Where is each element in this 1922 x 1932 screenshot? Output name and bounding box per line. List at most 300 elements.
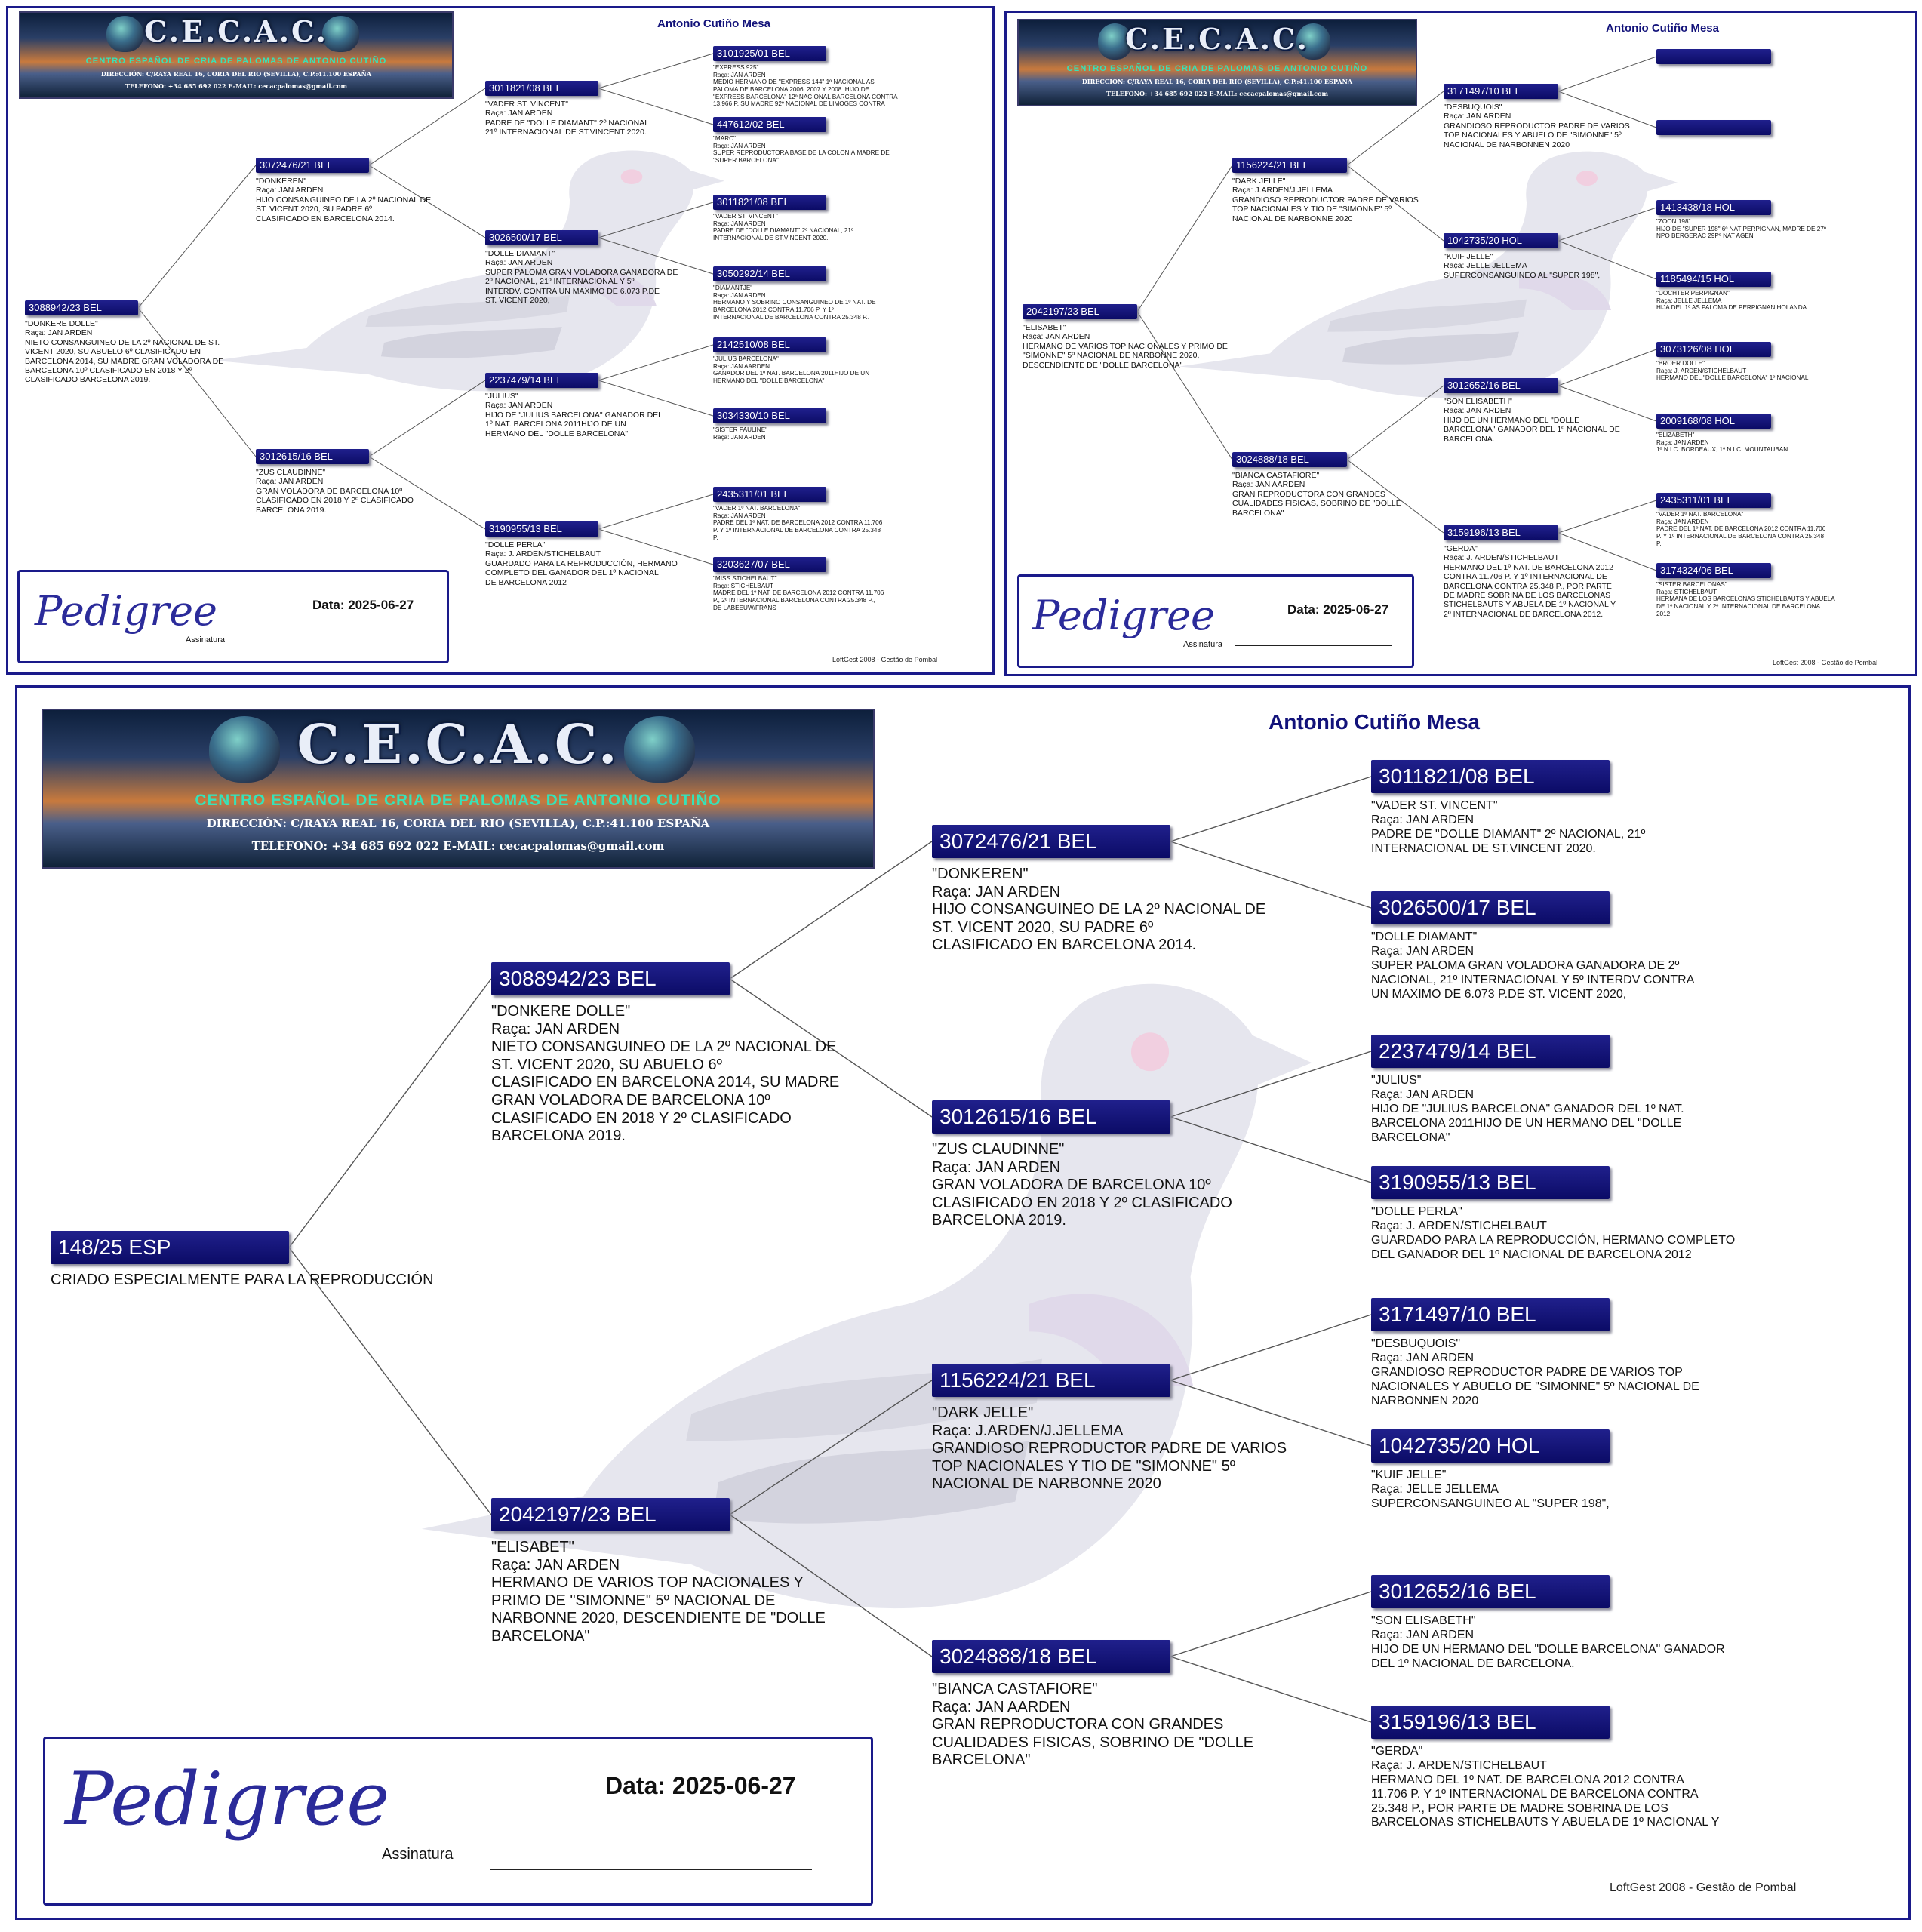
ring-number-box[interactable]: 3073126/08 HOL [1656, 342, 1771, 357]
banner-contact: TELEFONO: +34 685 692 022 E-MAIL: cecacpalomas@gmail.com [125, 82, 347, 90]
pigeon-breed: Raça: JAN ARDEN [1656, 438, 1709, 446]
pigeon-name: "MARC" [713, 135, 736, 142]
pigeon-breed: Raça: STICHELBAUT [1656, 588, 1717, 595]
pigeon-breed: Raça: JAN ARDEN [713, 142, 766, 149]
ring-number-box[interactable]: 3026500/17 BEL [1371, 891, 1610, 924]
ring-number-box[interactable] [1656, 120, 1771, 135]
pigeon-notes-line: NARBONNEN 2020 [1371, 1394, 1479, 1407]
pigeon-breed: Raça: JELLE JELLEMA [1371, 1482, 1499, 1496]
pigeon-name: "BIANCA CASTAFIORE" [1232, 471, 1320, 480]
ring-number-box[interactable]: 3072476/21 BEL [932, 825, 1170, 858]
pigeon-info [256, 468, 543, 515]
pigeon-breed: Raça: JAN ARDEN [1656, 518, 1709, 525]
pigeon-breed: Raça: J. ARDEN/STICHELBAUT [1444, 553, 1559, 563]
pigeon-name: "DESBUQUOIS" [1444, 103, 1502, 112]
pigeon-breed: Raça: JAN ARDEN [932, 1158, 1061, 1176]
pigeon-notes-line: NIETO CONSANGUINEO DE LA 2º NACIONAL DE ST. [25, 337, 220, 347]
pigeon-info [713, 575, 962, 611]
pigeon-breed: Raça: J. ARDEN/STICHELBAUT [1656, 367, 1747, 374]
pigeon-name: "JULIUS" [1371, 1074, 1422, 1087]
pigeon-notes-line: PADRE DE "DOLLE DIAMANT" 2º NACIONAL, 21º [713, 227, 853, 235]
pigeon-notes-line: HERMANO Y SOBRINO CONSANGUINEO DE 1º NAT. DE [713, 299, 876, 306]
pigeon-notes-line: HIJO CONSANGUINEO DE LA 2º NACIONAL DE [256, 195, 432, 205]
banner-contact: TELEFONO: +34 685 692 022 E-MAIL: cecacpalomas@gmail.com [1106, 89, 1328, 97]
ring-number-box[interactable]: 3072476/21 BEL [256, 158, 369, 173]
ring-number-box[interactable]: 3011821/08 BEL [485, 81, 598, 96]
pigeon-notes-line: GRAN REPRODUCTORA CON GRANDES [932, 1716, 1224, 1734]
pedigree-logo: Pedigree [1032, 592, 1215, 639]
pigeon-breed: Raça: JAN ARDEN [1371, 1088, 1475, 1101]
ring-number-box[interactable]: 3159196/13 BEL [1371, 1706, 1610, 1739]
pigeon-notes-line: DE MADRE SOBRINA DE LOS BARCELONAS [1444, 590, 1611, 600]
pigeon-info [713, 426, 962, 441]
pigeon-name: "KUIF JELLE" [1444, 252, 1493, 261]
pigeon-notes-line: GRAN VOLADORA DE BARCELONA 10º [256, 486, 403, 496]
pigeon-notes-line: HERMANO DEL 1º NAT. DE BARCELONA 2012 [1444, 562, 1613, 572]
pigeon-info [713, 505, 962, 541]
pedigree-link [1558, 500, 1656, 533]
ring-number-box[interactable]: 3088942/23 BEL [25, 300, 138, 315]
ring-number-box[interactable]: 2237479/14 BEL [485, 373, 598, 388]
signature-line[interactable] [490, 1869, 812, 1870]
ring-number-box[interactable]: 2042197/23 BEL [491, 1498, 730, 1531]
pigeon-breed: Raça: J. ARDEN/STICHELBAUT [1371, 1219, 1547, 1232]
pigeon-notes-line: DE BARCELONA 2012 [485, 577, 567, 587]
pigeon-breed: Raça: JAN ARDEN [1371, 1628, 1475, 1641]
pigeon-notes-line: BARCELONA 2019. [256, 505, 327, 515]
ring-number-box[interactable]: 1042735/20 HOL [1371, 1429, 1610, 1463]
pigeon-info [485, 392, 734, 438]
pigeon-info [1232, 177, 1481, 223]
pigeon-notes-line: NACIONAL DE NARBONNE 2020 [932, 1475, 1161, 1493]
pigeon-name: "MISS STICHELBAUT" [713, 575, 777, 582]
pigeon-notes-line: GRAN VOLADORA DE BARCELONA 10º [932, 1177, 1211, 1194]
pigeon-notes-line: BARCELONA" GANADOR DEL 1º NACIONAL DE [1444, 425, 1620, 435]
pigeon-notes-line: 25.348 P., POR PARTE DE MADRE SOBRINA DE LOS [1371, 1801, 1668, 1815]
pigeon-notes-line: BARCELONA. [1444, 434, 1495, 444]
pigeon-name: "KUIF JELLE" [1371, 1469, 1447, 1481]
pigeon-breed: Raça: JELLE JELLEMA [1444, 261, 1527, 271]
pigeon-breed: Raça: J. ARDEN/STICHELBAUT [485, 549, 601, 559]
pigeon-info [1656, 290, 1905, 312]
ring-number-box[interactable]: 3024888/18 BEL [1232, 452, 1347, 467]
pigeon-notes-line: ST. VICENT 2020, SU ABUELO 6º [491, 1056, 722, 1073]
signature-label: Assinatura [382, 1846, 454, 1863]
cecac-banner [19, 11, 454, 99]
pigeon-notes-line: TOP NACIONALES Y TIO DE "SIMONNE" 5º [932, 1457, 1235, 1475]
pigeon-name: "DOLLE PERLA" [1371, 1205, 1462, 1218]
pigeon-notes-line: 11.706 P. Y 1º INTERNACIONAL DE BARCELONA CONTRA [1371, 1787, 1699, 1801]
pedigree-link [1347, 386, 1444, 460]
pigeon-notes-line: PADRE DE "DOLLE DIAMANT" 2º NACIONAL, 21º [1371, 827, 1646, 841]
banner-title: C.E.C.A.C. [297, 713, 620, 777]
pigeon-notes-line: DE LABEEUW/FRANS [713, 604, 776, 611]
pigeon-notes-line: GANADOR DEL 1º NAT. BARCELONA 2011HIJO DE UN [713, 370, 870, 377]
pigeon-notes-line: COMPLETO DEL GANADOR DEL 1º NACIONAL [485, 568, 659, 578]
ring-number-box[interactable]: 3024888/18 BEL [932, 1640, 1170, 1673]
pigeon-info [1371, 1205, 1794, 1263]
software-credit: LoftGest 2008 - Gestão de Pombal [1773, 659, 1878, 666]
pigeon-notes-line: 21º INTERNACIONAL DE ST.VINCENT 2020. [485, 128, 647, 137]
pigeon-breed: Raça: JAN ARDEN [485, 109, 553, 118]
ring-number-box[interactable]: 3190955/13 BEL [1371, 1166, 1610, 1199]
pigeon-info [1656, 511, 1905, 547]
pigeon-breed: Raça: JAN ARDEN [25, 328, 93, 338]
ring-number-box[interactable]: 3159196/13 BEL [1444, 525, 1558, 540]
banner-subtitle: CENTRO ESPAÑOL DE CRIA DE PALOMAS DE ANTONIO CUTIÑO [1066, 64, 1368, 74]
pedigree-link [598, 54, 713, 88]
pigeon-info [1371, 799, 1794, 857]
pigeon-notes-line: PRIMO DE "SIMONNE" 5º NACIONAL DE [491, 1592, 776, 1609]
banner-address: DIRECCIÓN: C/RAYA REAL 16, CORIA DEL RIO (SEVILLA), C.P.:41.100 ESPAÑA [206, 817, 710, 831]
pedigree-frame [6, 6, 995, 675]
pigeon-breed: Raça: JELLE JELLEMA [1656, 297, 1722, 304]
cecac-banner [1017, 19, 1417, 106]
pigeon-info [25, 319, 312, 385]
pigeon-notes-line: INTERNACIONAL DE BARCELONA CONTRA 25.348 P.. [713, 313, 870, 321]
pigeon-notes-line: MADRE DEL 1º NAT. DE BARCELONA 2012 CONTRA 11.706 [713, 589, 884, 597]
pigeon-breed: Raça: STICHELBAUT [713, 582, 774, 589]
pigeon-notes-line: GRANDIOSO REPRODUCTOR PADRE DE VARIOS [1444, 121, 1630, 131]
software-credit: LoftGest 2008 - Gestão de Pombal [832, 656, 938, 663]
pigeon-notes-line: GUARDADO PARA LA REPRODUCCIÓN, HERMANO [485, 558, 678, 568]
pedigree-link [1170, 1051, 1371, 1117]
pigeon-info [485, 249, 734, 305]
pigeon-notes-line: NACIONAL DE NARBONNEN 2020 [1444, 140, 1570, 149]
ring-number-box[interactable]: 3034330/10 BEL [713, 408, 826, 423]
pigeon-info [932, 1141, 1324, 1230]
pigeon-breed: HIJO DE "SUPER 198" 6º NAT PERPIGNAN, MADRE DE 27º [1656, 225, 1826, 232]
banner-address: DIRECCIÓN: C/RAYA REAL 16, CORIA DEL RIO (SEVILLA), C.P.:41.100 ESPAÑA [100, 70, 372, 78]
pigeon-breed: Raça: JAN ARDEN [256, 477, 324, 487]
pigeon-info [1444, 252, 1693, 280]
pigeon-notes-line: PADRE DEL 1º NAT. DE BARCELONA 2012 CONTRA 11.706 [713, 519, 883, 527]
pigeon-notes-line: HERMANO DE VARIOS TOP NACIONALES Y PRIMO DE [1023, 341, 1228, 351]
signature-line[interactable] [254, 640, 418, 641]
pigeon-name: "DOLLE DIAMANT" [1371, 931, 1478, 943]
pigeon-notes-line: HIJO DE "JULIUS BARCELONA" GANADOR DEL 1º NAT. [1371, 1102, 1684, 1115]
ring-number-box[interactable]: 3174324/06 BEL [1656, 563, 1771, 578]
pigeon-notes-line: BARCELONA" [932, 1752, 1031, 1769]
ring-number-box[interactable]: 3171497/10 BEL [1371, 1298, 1610, 1331]
issue-date: Data: 2025-06-27 [1287, 602, 1389, 617]
pigeon-notes-line: PADRE DEL 1º NAT. DE BARCELONA 2012 CONTRA 11.706 [1656, 525, 1826, 533]
pigeon-notes-line: SUPER PALOMA GRAN VOLADORA GANADORA DE [485, 267, 678, 277]
pigeon-info [932, 866, 1324, 955]
pigeon-notes-line: P. Y 1º INTERNACIONAL DE BARCELONA CONTRA 25.348 [1656, 533, 1825, 540]
ring-number-box[interactable]: 3203627/07 BEL [713, 557, 826, 572]
ring-number-box[interactable]: 3050292/14 BEL [713, 266, 826, 281]
pigeon-notes-line: DESCENDIENTE DE "DOLLE BARCELONA" [1023, 360, 1183, 370]
ring-number-box[interactable]: 2042197/23 BEL [1023, 304, 1137, 319]
pigeon-notes-line: NACIONAL DE NARBONNE 2020 [1232, 214, 1353, 223]
pigeon-info [1371, 1469, 1794, 1512]
pigeon-name: "VADER 1º NAT. BARCELONA" [1656, 511, 1744, 518]
ring-number-box[interactable]: 3171497/10 BEL [1444, 84, 1558, 99]
pigeon-info [1444, 544, 1693, 619]
pigeon-breed: Raça: JAN ARDEN [485, 258, 553, 268]
pigeon-name: "ELISABET" [1023, 323, 1066, 332]
pigeon-notes-line: BARCELONA" [491, 1627, 590, 1644]
pigeon-breed: Raça: JAN ARDEN [713, 433, 766, 441]
ring-number-box[interactable]: 2009168/08 HOL [1656, 414, 1771, 429]
pigeon-name: "DESBUQUOIS" [1371, 1337, 1461, 1350]
pigeon-notes-line: BARCELONA" [1232, 508, 1284, 518]
pedigree-frame [15, 685, 1911, 1920]
pigeon-name: "GERDA" [1371, 1745, 1423, 1758]
ring-number-box[interactable]: 1156224/21 BEL [932, 1364, 1170, 1397]
ring-number-box[interactable]: 3026500/17 BEL [485, 230, 598, 245]
pigeon-name: "ELIZABETH" [1656, 432, 1695, 438]
signature-panel [17, 570, 449, 663]
pedigree-link [1170, 777, 1371, 841]
ring-number-box[interactable]: 3012652/16 BEL [1444, 378, 1558, 393]
pigeon-notes-line: BARCELONA 2014, SU MADRE GRAN VOLADORA DE [25, 356, 224, 366]
pigeon-breed: Raça: JAN AARDEN [1232, 480, 1305, 490]
pigeon-notes-line: CLASIFICADO EN BARCELONA 2014. [932, 937, 1197, 954]
ring-number-box[interactable]: 3190955/13 BEL [485, 521, 598, 537]
pigeon-notes-line: HERMANO DEL "DOLLE BARCELONA" [713, 377, 825, 385]
pedigree-link [289, 979, 491, 1247]
ring-number-box[interactable]: 447612/02 BEL [713, 117, 826, 132]
signature-panel [1017, 574, 1414, 668]
pigeon-notes-line: BARCELONA 2012 CONTRA 11.706 P. Y 1º [713, 306, 834, 314]
pigeon-breed: Raça: JAN ARDEN [713, 220, 766, 227]
pigeon-notes-line: DEL GANADOR DEL 1º NACIONAL DE BARCELONA 2012 [1371, 1247, 1692, 1261]
pigeon-name: "JULIUS" [485, 392, 518, 401]
ring-number-box[interactable]: 1185494/15 HOL [1656, 272, 1771, 287]
pigeon-breed: Raça: JAN ARDEN [1444, 112, 1511, 122]
pigeon-notes-line: CLASIFICADO EN 2018 Y 2º CLASIFICADO [256, 496, 414, 506]
ring-number-box[interactable]: 3088942/23 BEL [491, 962, 730, 995]
pigeon-name: "DOLLE DIAMANT" [485, 249, 555, 258]
pigeon-notes-line: NPO BERGERAC 29Pº NAT AGEN [1656, 232, 1754, 240]
pigeon-notes-line: BARCELONA 10º CLASIFICADO EN 2018 Y 2º [25, 365, 192, 375]
pedigree-link [369, 380, 485, 457]
owner-name: Antonio Cutiño Mesa [1269, 710, 1480, 734]
pigeon-notes-line: HIJO DE UN HERMANO DEL "DOLLE BARCELONA" GANADOR [1371, 1642, 1725, 1656]
pigeon-info [713, 213, 962, 242]
pigeon-notes-line: HERMANA DE LOS BARCELONAS STICHELBAUTS Y ABUELA [1656, 595, 1835, 603]
pedigree-link [598, 345, 713, 380]
banner-title: C.E.C.A.C. [144, 14, 328, 49]
pigeon-notes-line: SUPER PALOMA GRAN VOLADORA GANADORA DE 2º [1371, 958, 1680, 972]
owner-name: Antonio Cutiño Mesa [657, 17, 770, 30]
pigeon-notes-line: SUPERCONSANGUINEO AL "SUPER 198", [1444, 270, 1601, 280]
pigeon-name: "JULIUS BARCELONA" [713, 355, 779, 362]
pigeon-breed: Raça: JAN ARDEN [713, 291, 766, 299]
pigeon-notes-line: GRAN REPRODUCTORA CON GRANDES [1232, 489, 1385, 499]
ring-number-box[interactable]: 3011821/08 BEL [713, 195, 826, 210]
pedigree-link [598, 202, 713, 238]
pigeon-breed: Raça: J.ARDEN/J.JELLEMA [1232, 186, 1333, 195]
pigeon-notes-line: P. [713, 534, 718, 541]
pigeon-notes-line: "EXPRESS BARCELONA" 12º NACIONAL BARCELONA CONTRA [713, 93, 898, 100]
pigeon-breed: Raça: JAN ARDEN [491, 1020, 620, 1038]
pigeon-notes-line: ST. VICENT 2020, [485, 295, 550, 305]
pigeon-info [713, 135, 962, 165]
pigeon-notes-line: BARCELONAS STICHELBAUTS Y ABUELA DE 1º NACIONAL Y [1371, 1816, 1720, 1829]
pigeon-name: "ZUS CLAUDINNE" [932, 1141, 1065, 1158]
pigeon-notes-line: BARCELONA" [1371, 1131, 1450, 1144]
pedigree-logo: Pedigree [65, 1757, 390, 1841]
pigeon-notes-line: SUPER REPRODUCTORA BASE DE LA COLONIA.MADRE DE [713, 149, 890, 157]
pedigree-link [1558, 349, 1656, 386]
pigeon-notes-line: P. [1656, 540, 1662, 547]
pigeon-name: "GERDA" [1444, 544, 1478, 553]
banner-subtitle: CENTRO ESPAÑOL DE CRIA DE PALOMAS DE ANTONIO CUTIÑO [85, 57, 387, 66]
pigeon-notes-line: "SUPER BARCELONA" [713, 157, 779, 165]
pigeon-info [1023, 323, 1272, 370]
pedigree-link [138, 165, 256, 308]
signature-line[interactable] [1235, 645, 1392, 646]
pigeon-name: "DONKERE DOLLE" [25, 319, 98, 328]
pigeon-name: "DONKERE DOLLE" [491, 1003, 631, 1020]
pigeon-notes-line: HERMANO DE VARIOS TOP NACIONALES Y [491, 1574, 804, 1592]
pigeon-breed: Raça: JAN ARDEN [485, 401, 553, 411]
pigeon-notes-line: NARBONNE 2020, DESCENDIENTE DE "DOLLE [491, 1610, 826, 1627]
pigeon-name: "VADER 1º NAT. BARCELONA" [713, 505, 801, 512]
pigeon-notes-line: CUALIDADES FISICAS, SOBRINO DE "DOLLE [1232, 499, 1401, 509]
pigeon-info [713, 64, 962, 108]
cecac-banner [42, 709, 875, 869]
pigeon-info [1444, 397, 1693, 444]
ring-number-box[interactable]: 3012652/16 BEL [1371, 1575, 1610, 1608]
pigeon-breed: Raça: J. ARDEN/STICHELBAUT [1371, 1758, 1547, 1772]
pigeon-notes-line: 2º NACIONAL, 21º INTERNACIONAL Y 5º [485, 277, 635, 287]
pigeon-name: "DOCHTER PERPIGNAN" [1656, 290, 1730, 297]
pigeon-notes-line: CLASIFICADO BARCELONA 2019. [25, 375, 151, 385]
pigeon-name: "DOLLE PERLA" [485, 540, 546, 549]
banner-contact: TELEFONO: +34 685 692 022 E-MAIL: cecacpalomas@gmail.com [251, 838, 665, 853]
pigeon-notes-line: NACIONAL, 21º INTERNACIONAL Y 5º INTERDV CONTRA [1371, 973, 1695, 986]
pigeon-notes-line: STICHELBAUTS Y ABUELA DE 1º NACIONAL Y [1444, 600, 1616, 610]
pigeon-breed: Raça: JAN ARDEN [256, 186, 324, 195]
pigeon-name: "SON ELISABETH" [1444, 397, 1512, 406]
pigeon-notes-line: BARCELONA 2011HIJO DE UN HERMANO DEL "DOLLE [1371, 1116, 1682, 1130]
pigeon-breed: Raça: J.ARDEN/J.JELLEMA [932, 1422, 1124, 1439]
owner-name: Antonio Cutiño Mesa [1606, 22, 1719, 35]
pigeon-info [1371, 1614, 1794, 1672]
pigeon-info [485, 100, 734, 137]
ring-number-box[interactable]: 2237479/14 BEL [1371, 1035, 1610, 1068]
pigeon-notes-line: GRANDIOSO REPRODUCTOR PADRE DE VARIOS [932, 1440, 1287, 1457]
pigeon-notes-line: INTERNACIONAL DE ST.VINCENT 2020. [713, 235, 829, 242]
pigeon-info [932, 1681, 1324, 1770]
ring-number-box[interactable]: 3011821/08 BEL [1371, 760, 1610, 793]
pigeon-notes-line: GUARDADO PARA LA REPRODUCCIÓN, HERMANO COMPLETO [1371, 1233, 1736, 1247]
ring-number-box[interactable]: 3101925/01 BEL [713, 46, 826, 61]
pigeon-info [932, 1404, 1324, 1494]
pigeon-info [1656, 360, 1905, 382]
pedigree-link [1558, 208, 1656, 241]
ring-number-box[interactable]: 3012615/16 BEL [932, 1100, 1170, 1134]
pigeon-notes-line: CONTRA 11.706 P. Y 1º INTERNACIONAL DE [1444, 572, 1607, 582]
pigeon-notes-line: MEDIO HERMANO DE "EXPRESS 144" 1º NACIONAL AS [713, 78, 875, 86]
pigeon-notes-line: BARCELONA 2019. [932, 1212, 1066, 1229]
ring-number-box[interactable]: 1156224/21 BEL [1232, 158, 1347, 173]
pigeon-notes-line: 13.966 P. SU MADRE 92º NACIONAL DE LIMOGES CONTRA [713, 100, 885, 108]
pigeon-notes-line: HIJO DE UN HERMANO DEL "DOLLE [1444, 415, 1580, 425]
pigeon-notes-line: HIJO DE "JULIUS BARCELONA" GANADOR DEL [485, 410, 663, 420]
signature-panel [43, 1737, 873, 1906]
pigeon-name: "DONKEREN" [256, 177, 306, 186]
ring-number-box[interactable]: 2142510/08 BEL [713, 337, 826, 352]
pigeon-notes-line: P. Y 1º INTERNACIONAL DE BARCELONA CONTRA 25.348 [713, 527, 881, 534]
pedigree-link [598, 494, 713, 529]
pedigree-logo: Pedigree [35, 587, 217, 635]
pigeon-notes-line: VICENT 2020, SU ABUELO 6º CLASIFICADO EN [25, 347, 201, 357]
pigeon-breed: Raça: JAN ARDEN [491, 1556, 620, 1574]
ring-number-box[interactable]: 2435311/01 BEL [713, 487, 826, 502]
pigeon-info [491, 1539, 884, 1646]
issue-date: Data: 2025-06-27 [312, 598, 414, 612]
ring-number-box[interactable]: 1413438/18 HOL [1656, 200, 1771, 215]
pigeon-breed: Raça: JAN ARDEN [1371, 1351, 1475, 1364]
pigeon-notes-line: PADRE DE "DOLLE DIAMANT" 2º NACIONAL, [485, 118, 651, 128]
ring-number-box[interactable]: 1042735/20 HOL [1444, 233, 1558, 248]
pigeon-notes-line: ST. VICENT 2020, SU PADRE 6º [932, 918, 1154, 936]
pigeon-name: "SISTER BARCELONAS" [1656, 581, 1727, 588]
pigeon-notes-line: CLASIFICADO EN BARCELONA 2014, SU MADRE [491, 1074, 840, 1091]
pigeon-notes-line: "SIMONNE" 5º NACIONAL DE NARBONNE 2020, [1023, 351, 1200, 361]
pigeon-notes-line: HERMANO DEL 1º NAT. DE BARCELONA 2012 CONTRA [1371, 1773, 1684, 1786]
pigeon-notes-line: 2012. [1656, 610, 1672, 617]
pigeon-name: "SON ELISABETH" [1371, 1614, 1476, 1627]
pigeon-notes-line: UN MAXIMO DE 6.073 P.DE ST. VICENT 2020, [1371, 987, 1627, 1001]
banner-subtitle: CENTRO ESPAÑOL DE CRIA DE PALOMAS DE ANTONIO CUTIÑO [195, 792, 721, 810]
pigeon-notes-line: HERMANO DEL "DOLLE BARCELONA" [485, 429, 629, 438]
pigeon-name: CRIADO ESPECIALMENTE PARA LA REPRODUCCIÓN [51, 1272, 434, 1288]
pigeon-notes-line: DE 1º NACIONAL Y 2º INTERNACIONAL DE BARCELONA [1656, 603, 1821, 611]
pigeon-notes-line: 1º NAT. BARCELONA 2011HIJO DE UN [485, 420, 626, 429]
pigeon-name: "ZOON 198" [1656, 218, 1691, 225]
pigeon-notes-line: BARCELONA 2019. [491, 1128, 626, 1145]
pigeon-notes-line: DEL 1º NACIONAL DE BARCELONA. [1371, 1657, 1575, 1670]
ring-number-box[interactable]: 2435311/01 BEL [1656, 493, 1771, 508]
pigeon-info [713, 285, 962, 321]
issue-date: Data: 2025-06-27 [605, 1772, 796, 1799]
ring-number-box[interactable] [1656, 49, 1771, 64]
pedigree-link [1137, 165, 1232, 312]
pigeon-info [1656, 581, 1905, 617]
pigeon-info [1371, 1337, 1794, 1408]
pigeon-notes-line: GRAN VOLADORA DE BARCELONA 10º [491, 1091, 770, 1109]
pedigree-link [1170, 1592, 1371, 1657]
pigeon-name: "ZUS CLAUDINNE" [256, 468, 326, 477]
pigeon-info [485, 540, 734, 587]
pigeon-notes-line: SUPERCONSANGUINEO AL "SUPER 198", [1371, 1497, 1610, 1510]
banner-address: DIRECCIÓN: C/RAYA REAL 16, CORIA DEL RIO (SEVILLA), C.P.:41.100 ESPAÑA [1081, 78, 1353, 86]
pigeon-name: "SISTER PAULINE" [713, 426, 768, 433]
pigeon-info [51, 1272, 564, 1290]
pedigree-link [369, 88, 485, 165]
pigeon-notes-line: HIJO CONSANGUINEO DE LA 2º NACIONAL DE [932, 901, 1266, 918]
pigeon-notes-line: GRANDIOSO REPRODUCTOR PADRE DE VARIOS TOP [1371, 1365, 1683, 1379]
pigeon-info [1656, 218, 1905, 240]
pigeon-name: "DONKEREN" [932, 866, 1029, 882]
pigeon-breed: Raça: JAN AARDEN [713, 362, 770, 370]
pigeon-notes-line: 1º N.I.C. BORDEAUX, 1º N.I.C. MOUNTAUBAN [1656, 446, 1788, 454]
ring-number-box[interactable]: 148/25 ESP [51, 1231, 289, 1264]
pigeon-notes-line: BARCELONA CONTRA 25.348 P., POR PARTE [1444, 581, 1612, 591]
pigeon-notes-line: HIJA DEL 1º AS PALOMA DE PERPIGNAN HOLANDA [1656, 304, 1807, 312]
ring-number-box[interactable]: 3012615/16 BEL [256, 449, 369, 464]
pigeon-notes-line: 2º INTERNACIONAL DE BARCELONA 2012. [1444, 609, 1604, 619]
pigeon-info [1444, 103, 1693, 149]
pigeon-info [713, 355, 962, 385]
pigeon-breed: Raça: JAN ARDEN [1023, 332, 1090, 342]
